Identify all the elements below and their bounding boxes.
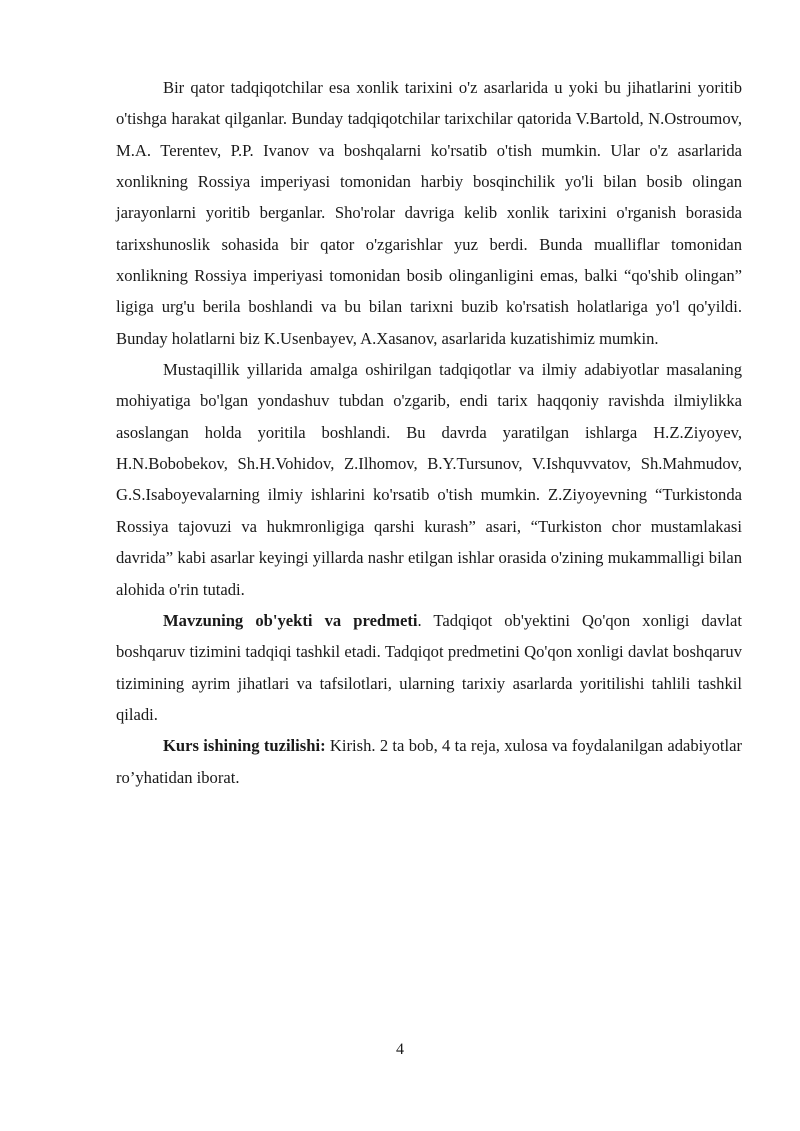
paragraph-historiography bbox=[116, 72, 742, 354]
paragraph-lead: Kurs ishining tuzilishi: bbox=[163, 736, 326, 756]
paragraph-lead: Mavzuning ob'yekti va predmeti bbox=[163, 610, 418, 630]
body-text bbox=[116, 72, 742, 793]
paragraph-text: Bir qator tadqiqotchilar esa xonlik tarixini o'z asarlarida u yoki bu jihatlarini yoritib o'tishga harakat qilganlar. Bunday tadqiqotchilar tarixchilar qatorida V.Bartold, N.Ostroumov, M.A. Terentev, P.P. Ivanov va boshqalarni ko'rsatib o'tish mumkin. Ular o'z asarlarida xonlikning Rossiya imperiyasi tomonidan harbiy bosqinchilik yo'li bilan bosib olingan jarayonlarni yoritib berganlar. Sho'rolar davriga kelib xonlik tarixini o'rganish borasida tarixshunoslik sohasida bir qator o'zgarishlar yuz berdi. Bunda mualliflar tomonidan xonlikning Rossiya imperiyasi tomonidan bosib olinganligini emas, balki “qo'shib olingan” ligiga urg'u berila boshlandi va bu bilan tarixni buzib ko'rsatish holatlariga yo'l qo'yildi. Bunday holatlarni biz K.Usenbayev, A.Xasanov, asarlarida kuzatishimiz mumkin. bbox=[116, 78, 742, 348]
paragraph-independence-research bbox=[116, 354, 742, 605]
page-number: 4 bbox=[396, 1041, 404, 1058]
paragraph-text: Mustaqillik yillarida amalga oshirilgan tadqiqotlar va ilmiy adabiyotlar masalaning mohiyatiga bo'lgan yondashuv tubdan o'zgarib, endi tarix haqqoniy ravishda ilmiylikka asoslangan holda yoritila boshlandi. Bu davrda yaratilgan ishlarga H.Z.Ziyoyev, H.N.Bobobekov, Sh.H.Vohidov, Z.Ilhomov, B.Y.Tursunov, V.Ishquvvatov, Sh.Mahmudov, G.S.Isaboyevalarning ilmiy ishlarini ko'rsatib o'tish mumkin. Z.Ziyoyevning “Turkistonda Rossiya tajovuzi va hukmronligiga qarshi kurash” asari, “Turkiston chor mustamlakasi davrida” kabi asarlar keyingi yillarda nashr etilgan ishlar orasida o'zining mukammalligi bilan alohida o'rin tutadi. bbox=[116, 360, 742, 599]
paragraph-structure bbox=[116, 730, 742, 793]
paragraph-text: . Tadqiqot ob'yektini Qo'qon xonligi davlat boshqaruv tizimini tadqiqi tashkil etadi. Tadqiqot predmetini Qo'qon xonligi davlat boshqaruv tizimining ayrim jihatlari va tafsilotlari, ularning tarixiy asarlarda yoritilishi tahlili tashkil qiladi. bbox=[116, 610, 742, 724]
paragraph-object-subject bbox=[116, 605, 742, 730]
paragraph-text: Kirish. 2 ta bob, 4 ta reja, xulosa va foydalanilgan adabiyotlar ro’yhatidan iborat. bbox=[116, 736, 742, 787]
